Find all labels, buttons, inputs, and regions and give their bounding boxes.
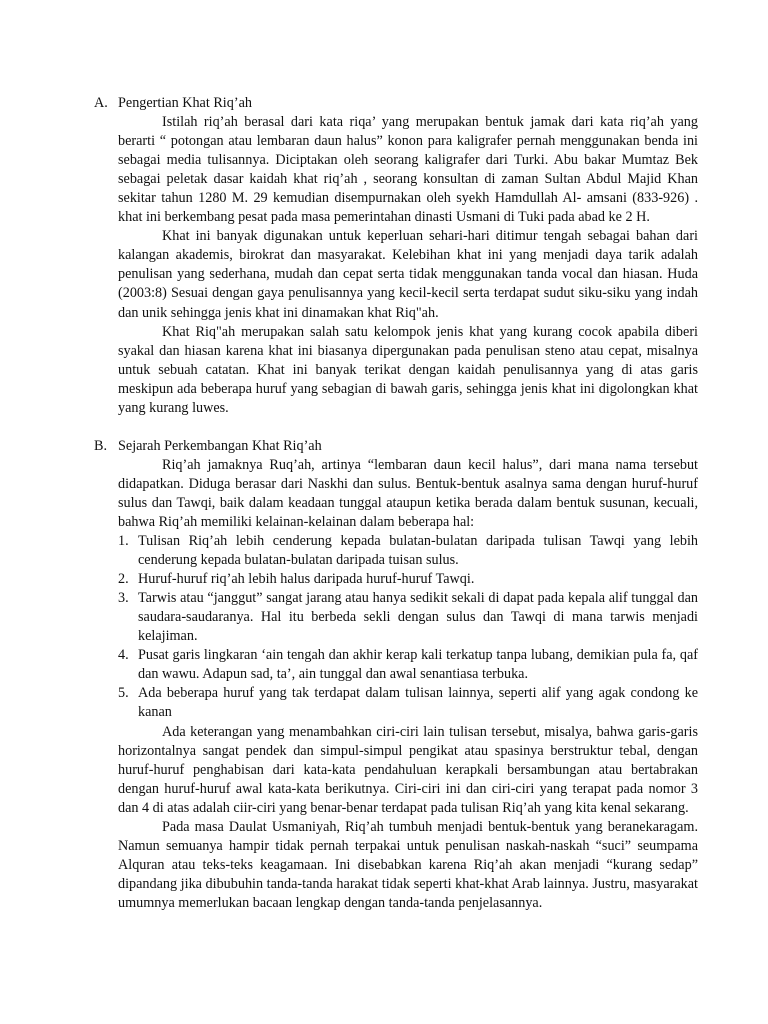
section-a-paragraph-3: Khat Riq"ah merupakan salah satu kelompok jenis khat yang kurang cocok apabila diberi syakal dan hiasan karena khat ini biasanya dipergunakan pada penulisan steno atau cepat, misalnya untuk sebuah catatan. Khat ini banyak terikat dengan kaidah penulisannya yang di atas garis meskipun ada beberapa huruf yang sebagian di bawah garis, sehingga jenis khat ini digolongkan khat yang kurang luwes. xyxy=(118,323,698,416)
section-b-heading xyxy=(94,437,698,456)
section-b-marker: B. xyxy=(94,437,108,454)
list-item xyxy=(94,684,698,722)
list-item-text: Tarwis atau “janggut” sangat jarang atau hanya sedikit sekali di dapat pada kepala alif tunggal dan saudara-saudaranya. Hal itu berbeda sekli dengan sulus dan Tawqi di mana tarwis menjadi kelajiman. xyxy=(138,590,698,645)
list-item-number: 3. xyxy=(118,590,129,607)
list-item-number: 2. xyxy=(118,571,129,588)
section-a-paragraph-1: Istilah riq’ah berasal dari kata riqa’ yang merupakan bentuk jamak dari kata riq’ah yang berarti “ potongan atau lembaran daun halus” konon para kaligrafer pernah menggunakan benda ini sebagai media tulisannya. Diciptakan oleh seorang kaligrafer dari Turki. Abu bakar Mumtaz Bek sebagai peletak dasar kaidah khat riq’ah , seorang konsultan di zaman Sultan Abdul Majid Khan sekitar tahun 1280 M. 29 kemudian disempurnakan oleh syekh Hamdullah Al- amsani (833-926) . khat ini berkembang pesat pada masa pemerintahan dinasti Usmani di Tuki pada abad ke 2 H. xyxy=(118,114,698,226)
list-item-text: Ada beberapa huruf yang tak terdapat dalam tulisan lainnya, seperti alif yang agak condong ke kanan xyxy=(138,685,698,721)
list-item xyxy=(94,570,698,589)
list-item xyxy=(94,532,698,570)
list-item-number: 1. xyxy=(118,533,129,550)
section-b-paragraph-2: Pada masa Daulat Usmaniyah, Riq’ah tumbuh menjadi bentuk-bentuk yang beranekaragam. Namun semuanya hampir tidak pernah terpakai untuk penulisan naskah-naskah “suci” seumpama Alquran atau teks-teks keagamaan. Ini disebabkan karena Riq’ah akan menjadi “kurang sedap” dipandang jika dibubuhin tanda-tanda harakat tidak seperti khat-khat Arab lainnya. Justru, masyarakat umumnya memerlukan bacaan lengkap dengan tanda-tanda penjelasannya. xyxy=(118,818,698,911)
list-item-text: Tulisan Riq’ah lebih cenderung kepada bulatan-bulatan daripada tulisan Tawqi yang lebih cenderung kepada bulatan-bulatan daripada tuisan sulus. xyxy=(138,533,698,569)
section-a-paragraph-2: Khat ini banyak digunakan untuk keperluan sehari-hari ditimur tengah sebagai bahan dari kalangan akademis, birokrat dan masyarakat. Kelebihan khat ini yang menjadi daya tarik adalah penulisan yang sederhana, mudah dan cepat serta tidak menggunakan tanda vocal dan hiasan. Huda (2003:8) Sesuai dengan gaya penulisannya yang kecil-kecil serta terdapat sudut siku-siku yang indah dan unik sehingga jenis khat ini dinamakan khat Riq"ah. xyxy=(118,228,698,321)
list-item-text: Pusat garis lingkaran ‘ain tengah dan akhir kerap kali terkatup tanpa lubang, demikian pula fa, qaf dan wawu. Adapun sad, ta’, ain tunggal dan awal senantiasa terbuka. xyxy=(138,647,698,683)
section-a-heading xyxy=(94,94,698,113)
section-b-title: Sejarah Perkembangan Khat Riq’ah xyxy=(118,437,322,454)
list-item-number: 5. xyxy=(118,685,129,702)
section-b-paragraph-1: Ada keterangan yang menambahkan ciri-ciri lain tulisan tersebut, misalya, bahwa garis-garis horizontalnya sangat pendek dan simpul-simpul pengikat atau spasinya berstruktur tebal, dengan huruf-huruf penghabisan dari kata-kata pendahuluan kerapkali bersambungan atau bertabrakan dengan huruf-huruf awal kata-kata berikutnya. Ciri-ciri ini dan ciri-ciri yang terapat pada nomor 3 dan 4 di atas adalah ciir-ciri yang benar-benar terdapat pada tulisan Riq’ah yang kita kenal sekarang. xyxy=(118,723,698,816)
list-item-number: 4. xyxy=(118,647,129,664)
section-a-title: Pengertian Khat Riq’ah xyxy=(118,95,252,111)
document-body xyxy=(94,94,698,913)
list-item xyxy=(94,589,698,646)
section-spacer xyxy=(94,418,698,437)
characteristics-list xyxy=(94,532,698,722)
list-item-text: Huruf-huruf riq’ah lebih halus daripada huruf-huruf Tawqi. xyxy=(138,571,475,588)
section-b-intro: Riq’ah jamaknya Ruq’ah, artinya “lembaran daun kecil halus”, dari mana nama tersebut didapatkan. Diduga berasar dari Naskhi dan sulus. Bentuk-bentuk asalnya sama dengan huruf-huruf sulus dan Tawqi, baik dalam keadaan tunggal ataupun ketika berada dalam bentuk susunan, kecuali, bahwa Riq’ah memiliki kelainan-kelainan dalam beberapa hal: xyxy=(118,456,698,530)
section-a-marker: A. xyxy=(94,95,108,111)
list-item xyxy=(94,646,698,684)
